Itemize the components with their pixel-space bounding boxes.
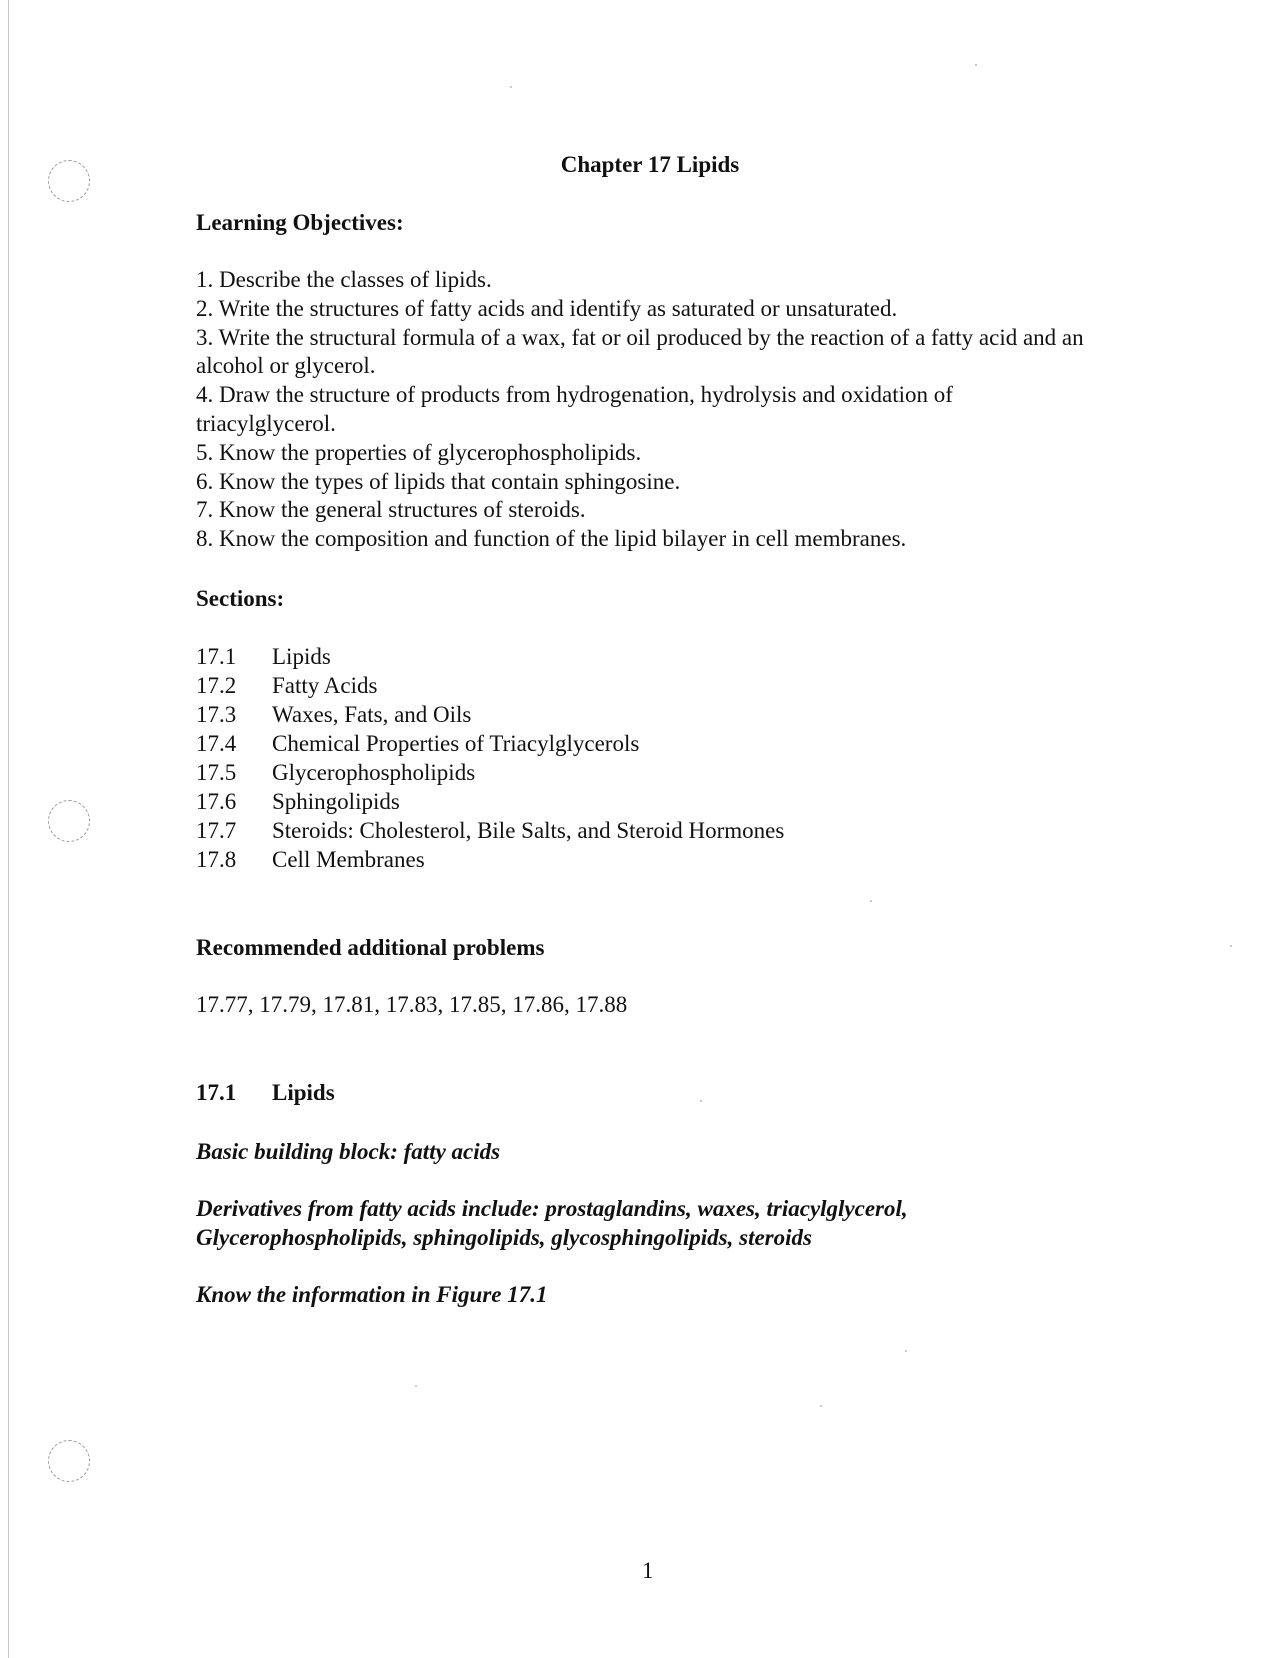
section-title: Lipids: [272, 644, 331, 669]
section-row: [196, 700, 784, 729]
note-derivatives: Derivatives from fatty acids include: prostaglandins, waxes, triacylglycerol, Glycerophospholipids, sphingolipids, glycosphingolipids, steroids: [196, 1196, 908, 1250]
section-title: Chemical Properties of Triacylglycerols: [272, 731, 640, 756]
objective-item: 4. Draw the structure of products from hydrogenation, hydrolysis and oxidation of triacylglycerol.: [196, 382, 953, 436]
problems-heading: Recommended additional problems: [196, 935, 545, 960]
scan-speck: [700, 1100, 702, 1102]
scan-speck: [975, 64, 977, 66]
section-number: 17.7: [196, 818, 237, 843]
chapter-title: Chapter 17 Lipids: [560, 152, 740, 177]
subsection-heading: [196, 1080, 335, 1106]
scan-speck: [415, 1385, 417, 1387]
section-title: Glycerophospholipids: [272, 760, 476, 785]
subsection-title: Lipids: [272, 1080, 335, 1105]
section-number: 17.3: [196, 702, 237, 727]
sections-heading: Sections:: [196, 586, 285, 611]
problems-list: 17.77, 17.79, 17.81, 17.83, 17.85, 17.86, 17.88: [196, 992, 628, 1017]
section-title: Waxes, Fats, and Oils: [272, 702, 472, 727]
objective-item: 2. Write the structures of fatty acids and identify as saturated or unsaturated.: [196, 295, 898, 321]
section-title: Fatty Acids: [272, 673, 378, 698]
section-title: Sphingolipids: [272, 789, 400, 814]
objective-item: 5. Know the properties of glycerophospholipids.: [196, 439, 642, 465]
section-row: [196, 642, 784, 671]
objective-item: 7. Know the general structures of steroids.: [196, 497, 586, 523]
scan-speck: [870, 900, 872, 902]
section-number: 17.6: [196, 789, 237, 814]
section-row: [196, 787, 784, 816]
section-row: [196, 845, 784, 874]
subsection-number: 17.1: [196, 1080, 237, 1105]
scan-speck: [905, 1350, 907, 1352]
scan-speck: [820, 1405, 822, 1407]
page-number: 1: [642, 1558, 654, 1583]
section-title: Cell Membranes: [272, 847, 425, 872]
scan-speck: [1230, 945, 1232, 947]
section-row: [196, 729, 784, 758]
note-building-block: Basic building block: fatty acids: [196, 1139, 501, 1164]
section-number: 17.1: [196, 644, 237, 669]
scan-speck: [510, 86, 512, 88]
section-number: 17.4: [196, 731, 237, 756]
section-number: 17.8: [196, 847, 237, 872]
section-title: Steroids: Cholesterol, Bile Salts, and Steroid Hormones: [272, 818, 785, 843]
hole-punch-mark-bottom: [48, 1440, 90, 1482]
section-number: 17.5: [196, 760, 237, 785]
section-row: [196, 671, 784, 700]
scan-edge-line: [8, 0, 9, 1658]
objective-item: 3. Write the structural formula of a wax, fat or oil produced by the reaction of a fatty acid and an alcohol or glycerol.: [196, 324, 1084, 379]
note-figure-reference: Know the information in Figure 17.1: [196, 1282, 548, 1307]
hole-punch-mark-middle: [48, 800, 90, 842]
section-row: [196, 758, 784, 787]
objectives-list: [196, 266, 1096, 554]
sections-list: [196, 642, 784, 874]
section-number: 17.2: [196, 673, 237, 698]
objective-item: 8. Know the composition and function of the lipid bilayer in cell membranes.: [196, 526, 907, 552]
objective-item: 6. Know the types of lipids that contain sphingosine.: [196, 468, 681, 494]
objectives-heading: Learning Objectives:: [196, 210, 404, 235]
section-row: [196, 816, 784, 845]
objective-item: 1. Describe the classes of lipids.: [196, 267, 492, 292]
